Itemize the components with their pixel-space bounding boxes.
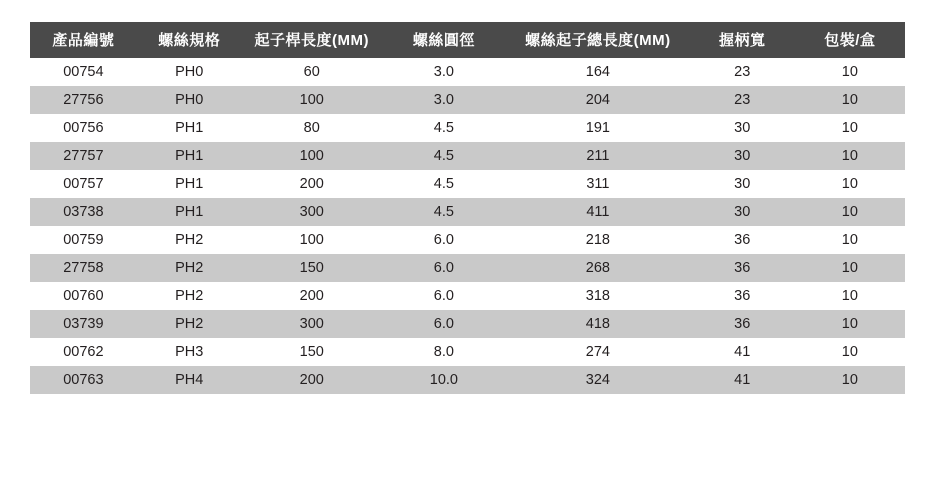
cell-screw-diameter: 10.0 (382, 366, 506, 394)
cell-screw-diameter: 6.0 (382, 310, 506, 338)
cell-handle-width: 23 (690, 86, 795, 114)
cell-packing: 10 (795, 282, 905, 310)
cell-screw-diameter: 3.0 (382, 86, 506, 114)
cell-screw-spec: PH2 (137, 282, 242, 310)
cell-packing: 10 (795, 198, 905, 226)
cell-screw-diameter: 4.5 (382, 170, 506, 198)
cell-packing: 10 (795, 366, 905, 394)
cell-shaft-length: 100 (242, 142, 382, 170)
cell-product-code: 00754 (30, 58, 137, 86)
table-row (30, 282, 905, 310)
cell-screw-diameter: 6.0 (382, 226, 506, 254)
cell-shaft-length: 150 (242, 338, 382, 366)
table-row (30, 198, 905, 226)
cell-screw-spec: PH1 (137, 198, 242, 226)
cell-handle-width: 41 (690, 366, 795, 394)
cell-total-length: 204 (506, 86, 690, 114)
cell-screw-diameter: 8.0 (382, 338, 506, 366)
cell-packing: 10 (795, 338, 905, 366)
table-row (30, 114, 905, 142)
cell-packing: 10 (795, 254, 905, 282)
cell-packing: 10 (795, 226, 905, 254)
cell-packing: 10 (795, 310, 905, 338)
cell-product-code: 00760 (30, 282, 137, 310)
cell-shaft-length: 100 (242, 86, 382, 114)
cell-screw-diameter: 4.5 (382, 114, 506, 142)
cell-screw-spec: PH2 (137, 226, 242, 254)
cell-total-length: 311 (506, 170, 690, 198)
cell-screw-spec: PH2 (137, 310, 242, 338)
cell-product-code: 00757 (30, 170, 137, 198)
cell-total-length: 268 (506, 254, 690, 282)
cell-total-length: 318 (506, 282, 690, 310)
cell-shaft-length: 200 (242, 366, 382, 394)
cell-total-length: 164 (506, 58, 690, 86)
cell-packing: 10 (795, 86, 905, 114)
cell-product-code: 03738 (30, 198, 137, 226)
cell-total-length: 418 (506, 310, 690, 338)
cell-handle-width: 30 (690, 114, 795, 142)
column-header-shaft-length: 起子桿長度(MM) (242, 22, 382, 58)
cell-total-length: 218 (506, 226, 690, 254)
cell-handle-width: 23 (690, 58, 795, 86)
column-header-handle-width: 握柄寬 (690, 22, 795, 58)
cell-shaft-length: 60 (242, 58, 382, 86)
cell-total-length: 274 (506, 338, 690, 366)
cell-handle-width: 41 (690, 338, 795, 366)
cell-screw-diameter: 3.0 (382, 58, 506, 86)
cell-product-code: 00756 (30, 114, 137, 142)
cell-product-code: 03739 (30, 310, 137, 338)
cell-shaft-length: 300 (242, 198, 382, 226)
cell-product-code: 27756 (30, 86, 137, 114)
cell-screw-spec: PH0 (137, 58, 242, 86)
cell-shaft-length: 100 (242, 226, 382, 254)
cell-shaft-length: 200 (242, 282, 382, 310)
cell-product-code: 00763 (30, 366, 137, 394)
cell-total-length: 211 (506, 142, 690, 170)
cell-total-length: 324 (506, 366, 690, 394)
cell-shaft-length: 80 (242, 114, 382, 142)
cell-packing: 10 (795, 142, 905, 170)
cell-screw-spec: PH0 (137, 86, 242, 114)
cell-handle-width: 30 (690, 170, 795, 198)
column-header-screw-spec: 螺絲規格 (137, 22, 242, 58)
table-header-row (30, 22, 905, 58)
cell-packing: 10 (795, 58, 905, 86)
cell-screw-diameter: 4.5 (382, 198, 506, 226)
cell-product-code: 00759 (30, 226, 137, 254)
cell-screw-spec: PH1 (137, 114, 242, 142)
cell-handle-width: 36 (690, 254, 795, 282)
cell-handle-width: 36 (690, 282, 795, 310)
cell-handle-width: 36 (690, 310, 795, 338)
table-body (30, 58, 905, 394)
table-row (30, 86, 905, 114)
cell-total-length: 191 (506, 114, 690, 142)
cell-screw-spec: PH2 (137, 254, 242, 282)
cell-handle-width: 36 (690, 226, 795, 254)
cell-handle-width: 30 (690, 142, 795, 170)
screwdriver-spec-table (30, 22, 905, 394)
cell-packing: 10 (795, 170, 905, 198)
cell-shaft-length: 200 (242, 170, 382, 198)
cell-shaft-length: 300 (242, 310, 382, 338)
cell-screw-spec: PH1 (137, 170, 242, 198)
cell-screw-diameter: 6.0 (382, 254, 506, 282)
cell-product-code: 00762 (30, 338, 137, 366)
cell-screw-spec: PH3 (137, 338, 242, 366)
cell-screw-spec: PH4 (137, 366, 242, 394)
table-row (30, 58, 905, 86)
cell-total-length: 411 (506, 198, 690, 226)
cell-product-code: 27757 (30, 142, 137, 170)
spec-table-container (30, 22, 905, 394)
column-header-total-length: 螺絲起子總長度(MM) (506, 22, 690, 58)
cell-packing: 10 (795, 114, 905, 142)
column-header-product-code: 產品編號 (30, 22, 137, 58)
table-header (30, 22, 905, 58)
cell-handle-width: 30 (690, 198, 795, 226)
cell-screw-diameter: 6.0 (382, 282, 506, 310)
column-header-screw-diameter: 螺絲圓徑 (382, 22, 506, 58)
table-row (30, 142, 905, 170)
table-row (30, 338, 905, 366)
cell-screw-diameter: 4.5 (382, 142, 506, 170)
table-row (30, 170, 905, 198)
cell-screw-spec: PH1 (137, 142, 242, 170)
table-row (30, 226, 905, 254)
cell-shaft-length: 150 (242, 254, 382, 282)
table-row (30, 366, 905, 394)
cell-product-code: 27758 (30, 254, 137, 282)
column-header-packing: 包裝/盒 (795, 22, 905, 58)
table-row (30, 254, 905, 282)
table-row (30, 310, 905, 338)
